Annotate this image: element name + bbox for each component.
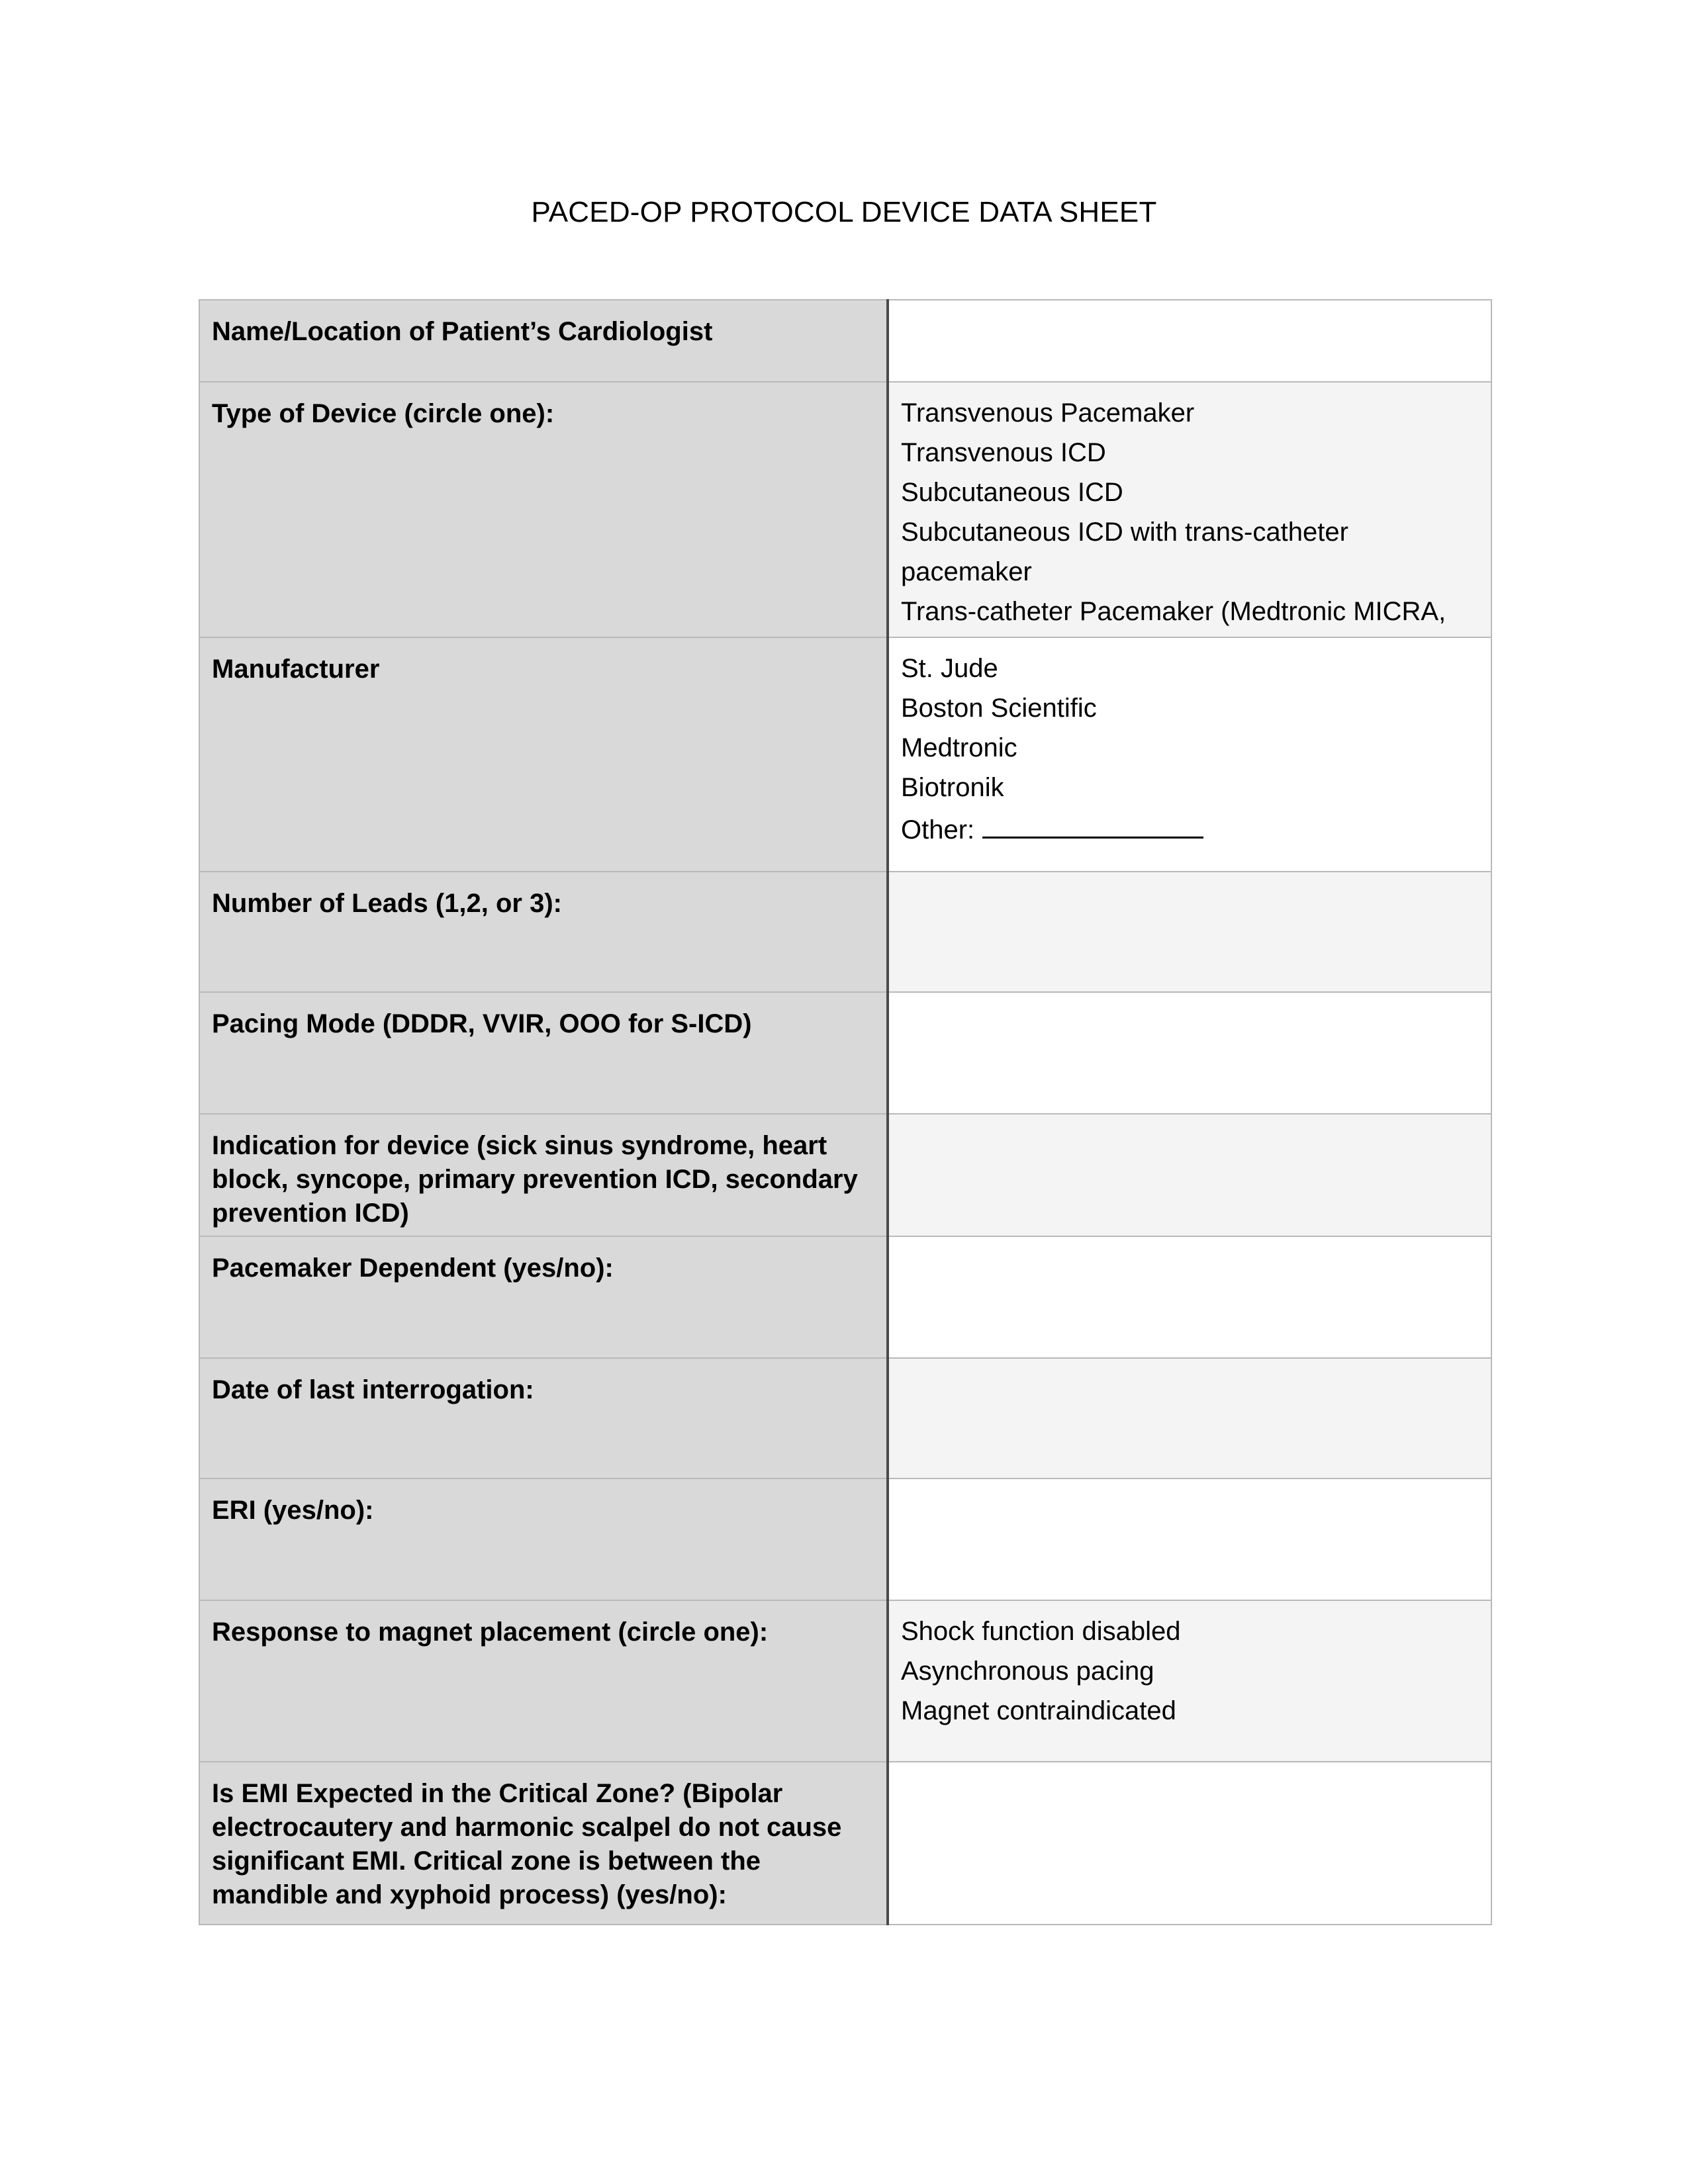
indication-entry-field[interactable] bbox=[888, 1114, 1491, 1236]
row-label-magnet-response: Response to magnet placement (circle one): bbox=[199, 1600, 888, 1762]
row-label-manufacturer: Manufacturer bbox=[199, 637, 888, 872]
pacemaker-dependent-entry-field[interactable] bbox=[888, 1236, 1491, 1358]
row-label-cardiologist: Name/Location of Patient’s Cardiologist bbox=[199, 300, 888, 382]
manufacturer-option[interactable]: St. Jude bbox=[901, 654, 998, 683]
table-row bbox=[199, 382, 1491, 637]
pacing-mode-entry-field[interactable] bbox=[888, 992, 1491, 1114]
table-row bbox=[199, 1600, 1491, 1762]
row-label-indication: Indication for device (sick sinus syndrome, heart block, syncope, primary prevention ICD, secondary prevention ICD) bbox=[199, 1114, 888, 1236]
row-label-device-type: Type of Device (circle one): bbox=[199, 382, 888, 637]
table-row bbox=[199, 1762, 1491, 1925]
row-label-emi-expected: Is EMI Expected in the Critical Zone? (Bipolar electrocautery and harmonic scalpel do not cause significant EMI. Critical zone is between the mandible and xyphoid process) (yes/no): bbox=[199, 1762, 888, 1925]
row-label-last-interrogation: Date of last interrogation: bbox=[199, 1358, 888, 1479]
manufacturer-other-option[interactable] bbox=[901, 807, 1480, 850]
table-row bbox=[199, 1479, 1491, 1600]
device-type-option[interactable]: Transvenous Pacemaker bbox=[901, 398, 1195, 428]
magnet-response-option[interactable]: Magnet contraindicated bbox=[901, 1696, 1176, 1725]
device-type-option[interactable]: Transvenous ICD bbox=[901, 438, 1106, 467]
page-title: PACED-OP PROTOCOL DEVICE DATA SHEET bbox=[531, 196, 1157, 228]
device-type-option[interactable]: Trans-catheter Pacemaker (Medtronic MICRA, bbox=[901, 597, 1446, 626]
eri-entry-field[interactable] bbox=[888, 1479, 1491, 1600]
emi-expected-entry-field[interactable] bbox=[888, 1762, 1491, 1925]
table-row bbox=[199, 872, 1491, 992]
table-row bbox=[199, 992, 1491, 1114]
row-label-pacemaker-dependent: Pacemaker Dependent (yes/no): bbox=[199, 1236, 888, 1358]
table-row bbox=[199, 1236, 1491, 1358]
manufacturer-option[interactable]: Boston Scientific bbox=[901, 694, 1097, 723]
manufacturer-option[interactable]: Biotronik bbox=[901, 773, 1004, 802]
number-of-leads-entry-field[interactable] bbox=[888, 872, 1491, 992]
device-type-option[interactable]: Subcutaneous ICD with trans-catheter bbox=[901, 518, 1348, 547]
device-type-option[interactable]: Subcutaneous ICD bbox=[901, 478, 1123, 507]
row-label-number-of-leads: Number of Leads (1,2, or 3): bbox=[199, 872, 888, 992]
table-row bbox=[199, 1114, 1491, 1236]
row-label-pacing-mode: Pacing Mode (DDDR, VVIR, OOO for S-ICD) bbox=[199, 992, 888, 1114]
last-interrogation-entry-field[interactable] bbox=[888, 1358, 1491, 1479]
table-row bbox=[199, 637, 1491, 872]
manufacturer-option[interactable]: Medtronic bbox=[901, 733, 1017, 762]
magnet-response-options bbox=[888, 1600, 1491, 1762]
device-type-options bbox=[888, 382, 1491, 637]
device-type-option[interactable]: pacemaker bbox=[901, 557, 1032, 586]
magnet-response-option[interactable]: Shock function disabled bbox=[901, 1617, 1181, 1646]
table-row bbox=[199, 300, 1491, 382]
device-data-table bbox=[199, 299, 1492, 1925]
manufacturer-other-blank[interactable] bbox=[982, 807, 1203, 839]
row-label-eri: ERI (yes/no): bbox=[199, 1479, 888, 1600]
manufacturer-other-label: Other: bbox=[901, 815, 975, 844]
cardiologist-entry-field[interactable] bbox=[888, 300, 1491, 382]
manufacturer-options bbox=[888, 637, 1491, 872]
table-row bbox=[199, 1358, 1491, 1479]
magnet-response-option[interactable]: Asynchronous pacing bbox=[901, 1657, 1154, 1686]
